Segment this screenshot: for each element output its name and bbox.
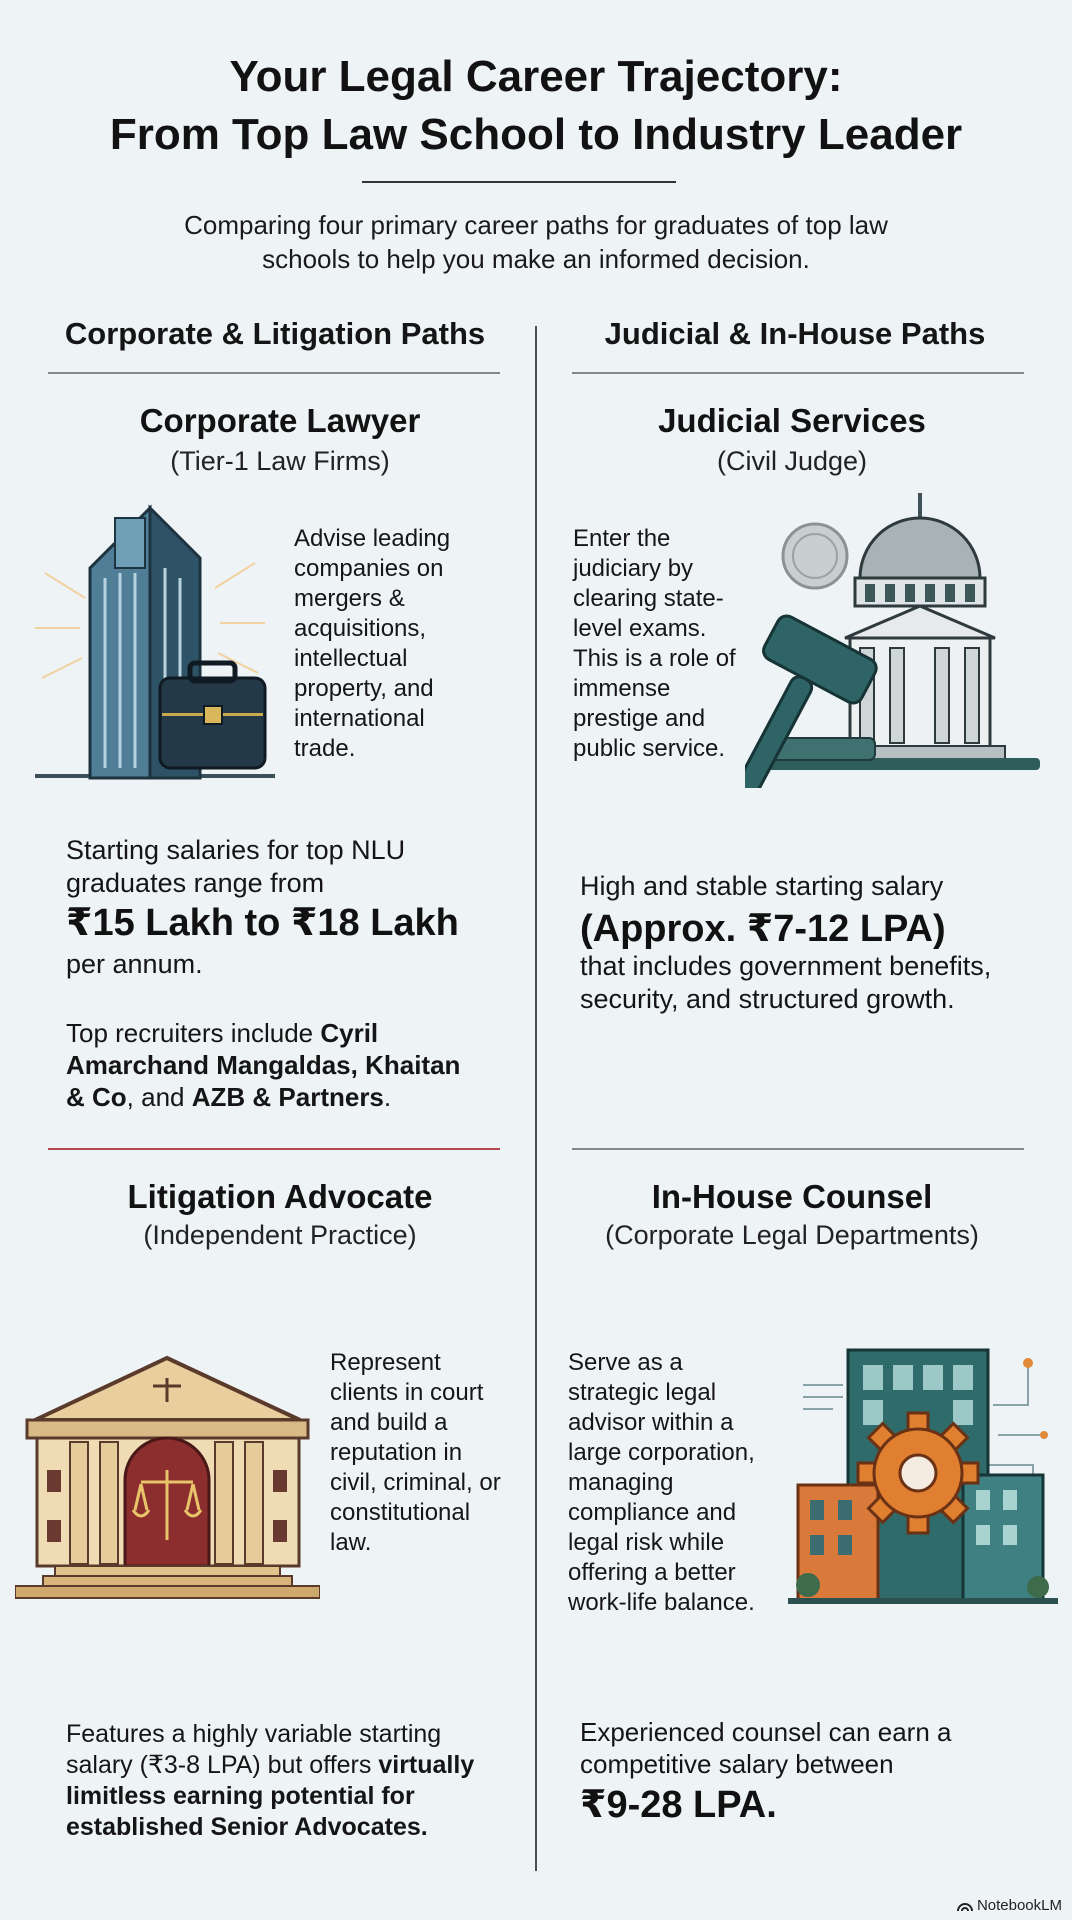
description-line: international — [294, 705, 425, 732]
salary-line: Features a highly variable starting — [66, 1720, 442, 1748]
description-line: reputation in — [330, 1439, 463, 1466]
salary-emphasis: established Senior Advocates. — [66, 1813, 428, 1841]
description-line: level exams. — [573, 615, 707, 642]
salary-line: Experienced counsel can earn a — [580, 1717, 952, 1747]
litigation-advocate-description — [330, 1348, 530, 1558]
description-line: trade. — [294, 735, 356, 762]
description-line: public service. — [573, 735, 726, 762]
description-line: legal risk while — [568, 1529, 725, 1556]
description-line: intellectual — [294, 645, 408, 672]
description-line: Serve as a — [568, 1349, 683, 1376]
courthouse-scales-icon — [15, 1350, 320, 1610]
litigation-salary-text — [66, 1719, 536, 1843]
description-line: Advise leading — [294, 525, 451, 552]
recruiters-prefix: Top recruiters include — [66, 1018, 321, 1048]
salary-emphasis: virtually — [378, 1751, 475, 1779]
salary-line: that includes government benefits, — [580, 951, 992, 981]
recruiter-name: & Co — [66, 1082, 127, 1112]
left-column-rule — [48, 372, 500, 374]
recruiter-name: Cyril — [320, 1018, 379, 1048]
description-line: managing — [568, 1469, 674, 1496]
subtitle-line-2: schools to help you make an informed decision. — [262, 244, 810, 274]
corporate-salary-text — [66, 834, 526, 900]
brand-name: NotebookLM — [976, 1897, 1062, 1914]
salary-range: salary (₹3-8 LPA) but offers — [66, 1751, 379, 1779]
description-line: companies on — [294, 555, 444, 582]
title-line-2: From Top Law School to Industry Leader — [109, 110, 963, 159]
judicial-services-subtitle: (Civil Judge) — [716, 446, 868, 476]
corporate-salary-suffix: per annum. — [66, 949, 203, 979]
judicial-services-description — [573, 524, 773, 764]
corporate-lawyer-description — [294, 524, 514, 764]
description-line: clients in court — [330, 1379, 484, 1406]
salary-line: Starting salaries for top NLU — [66, 835, 406, 865]
recruiter-names: Amarchand Mangaldas, Khaitan — [66, 1050, 461, 1080]
description-line: strategic legal — [568, 1379, 717, 1406]
description-line: civil, criminal, or — [330, 1469, 501, 1496]
inhouse-salary-text — [580, 1716, 1050, 1780]
description-line: constitutional — [330, 1499, 471, 1526]
description-line: clearing state- — [573, 585, 724, 612]
title-divider — [362, 181, 676, 183]
right-column-rule — [572, 372, 1024, 374]
recruiters-connector: , and — [126, 1082, 192, 1112]
subtitle-line-1: Comparing four primary career paths for graduates of top law — [184, 210, 888, 240]
corporate-recruiters — [66, 1017, 536, 1113]
description-line: law. — [330, 1529, 372, 1556]
description-line: compliance and — [568, 1499, 737, 1526]
left-column-heading: Corporate & Litigation Paths — [64, 316, 486, 351]
page-subtitle — [120, 208, 952, 276]
description-line: prestige and — [573, 705, 706, 732]
in-house-counsel-title: In-House Counsel — [651, 1178, 933, 1215]
description-line: offering a better — [568, 1559, 736, 1586]
corporate-lawyer-title: Corporate Lawyer — [139, 402, 421, 439]
judicial-salary-intro: High and stable starting salary — [580, 871, 944, 901]
description-line: and build a — [330, 1409, 448, 1436]
courthouse-gavel-icon — [745, 488, 1045, 788]
litigation-advocate-title: Litigation Advocate — [127, 1178, 433, 1215]
right-column-heading: Judicial & In-House Paths — [604, 316, 986, 351]
corporate-salary-figure: ₹15 Lakh to ₹18 Lakh — [66, 902, 459, 944]
in-house-counsel-subtitle: (Corporate Legal Departments) — [605, 1220, 979, 1250]
description-line: mergers & — [294, 585, 405, 612]
footer-brand — [957, 1897, 1062, 1914]
description-line: immense — [573, 675, 671, 702]
description-line: property, and — [294, 675, 434, 702]
notebooklm-logo-icon — [957, 1900, 973, 1912]
recruiters-period: . — [383, 1082, 392, 1112]
skyscraper-briefcase-icon — [30, 478, 280, 788]
description-line: acquisitions, — [294, 615, 427, 642]
judicial-salary-details — [580, 950, 1060, 1016]
salary-line: graduates range from — [66, 868, 325, 898]
description-line: This is a role of — [573, 645, 736, 672]
litigation-advocate-subtitle: (Independent Practice) — [143, 1220, 417, 1250]
inhouse-salary-figure: ₹9-28 LPA. — [580, 1784, 777, 1826]
description-line: Enter the — [573, 525, 671, 552]
description-line: Represent — [330, 1349, 441, 1376]
recruiter-name: AZB & Partners — [191, 1082, 384, 1112]
salary-line: security, and structured growth. — [580, 984, 955, 1014]
salary-line: competitive salary between — [580, 1749, 894, 1779]
title-line-1: Your Legal Career Trajectory: — [229, 52, 843, 101]
judicial-salary-figure: (Approx. ₹7-12 LPA) — [580, 908, 946, 950]
corporate-section-rule — [48, 1148, 500, 1150]
page-title — [0, 48, 1072, 164]
description-line: work-life balance. — [568, 1589, 755, 1616]
description-line: advisor within a — [568, 1409, 734, 1436]
judicial-services-title: Judicial Services — [658, 402, 926, 439]
description-line: judiciary by — [573, 555, 694, 582]
corporate-lawyer-subtitle: (Tier-1 Law Firms) — [170, 446, 390, 476]
judicial-section-rule — [572, 1148, 1024, 1150]
in-house-counsel-description — [568, 1348, 788, 1618]
salary-emphasis: limitless earning potential for — [66, 1782, 415, 1810]
corporate-building-gear-icon — [788, 1345, 1058, 1615]
description-line: large corporation, — [568, 1439, 755, 1466]
